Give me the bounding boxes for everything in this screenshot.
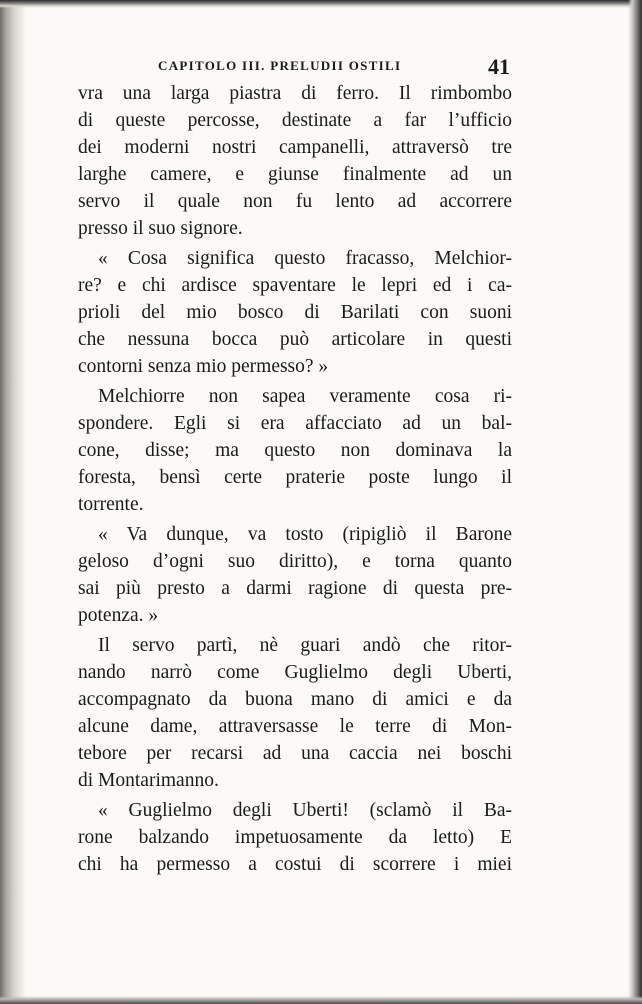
text-line: accompagnato da buona mano di amici e da	[78, 689, 512, 710]
text-line: foresta, bensì certe praterie poste lungo il	[78, 467, 512, 488]
page-gutter-shadow	[0, 0, 26, 1004]
page-header	[78, 54, 510, 80]
text-line: « Cosa significa questo fracasso, Melchior-	[98, 248, 512, 269]
text-line: spondere. Egli si era affacciato ad un bal-	[78, 413, 512, 434]
text-line: di Montarimanno.	[78, 770, 219, 791]
text-line: contorni senza mio permesso? »	[78, 356, 329, 377]
text-line: prioli del mio bosco di Barilati con suoni	[78, 302, 512, 323]
text-line: chi ha permesso a costui di scorrere i miei	[78, 854, 512, 875]
text-line: Il servo partì, nè guari andò che ritor-	[98, 635, 512, 656]
text-line: presso il suo signore.	[78, 218, 243, 239]
running-title: CAPITOLO III. PRELUDII OSTILI	[158, 58, 402, 73]
text-line: geloso d’ogni suo diritto), e torna quanto	[78, 551, 512, 572]
text-line: tebore per recarsi ad una caccia nei boschi	[78, 743, 512, 764]
page-top-edge	[0, 0, 642, 8]
text-line: di queste percosse, destinate a far l’ufficio	[78, 110, 512, 131]
text-line: « Va dunque, va tosto (ripigliò il Barone	[98, 524, 512, 545]
text-line: torrente.	[78, 494, 144, 515]
text-line: larghe camere, e giunse finalmente ad un	[78, 164, 512, 185]
text-line: sai più presto a darmi ragione di questa pre-	[78, 578, 512, 599]
text-line: re? e chi ardisce spaventare le lepri ed i ca-	[78, 275, 512, 296]
text-line: dei moderni nostri campanelli, attraversò tre	[78, 137, 512, 158]
page-number: 41	[488, 54, 510, 79]
text-line: servo il quale non fu lento ad accorrere	[78, 191, 512, 212]
text-line: vra una larga piastra di ferro. Il rimbombo	[78, 83, 512, 104]
text-line: nando narrò come Guglielmo degli Uberti,	[78, 662, 512, 683]
text-line: rone balzando impetuosamente da letto) E	[78, 827, 512, 848]
text-line: alcune dame, attraversasse le terre di Mon-	[78, 716, 512, 737]
text-line: che nessuna bocca può articolare in questi	[78, 329, 512, 350]
page-right-edge	[628, 0, 642, 1004]
body-text	[78, 80, 512, 878]
page-bottom-edge	[0, 996, 642, 1004]
text-line: « Guglielmo degli Uberti! (sclamò il Ba-	[98, 800, 512, 821]
text-line: Melchiorre non sapea veramente cosa ri-	[98, 386, 512, 407]
text-line: potenza. »	[78, 605, 159, 626]
text-line: cone, disse; ma questo non dominava la	[78, 440, 512, 461]
